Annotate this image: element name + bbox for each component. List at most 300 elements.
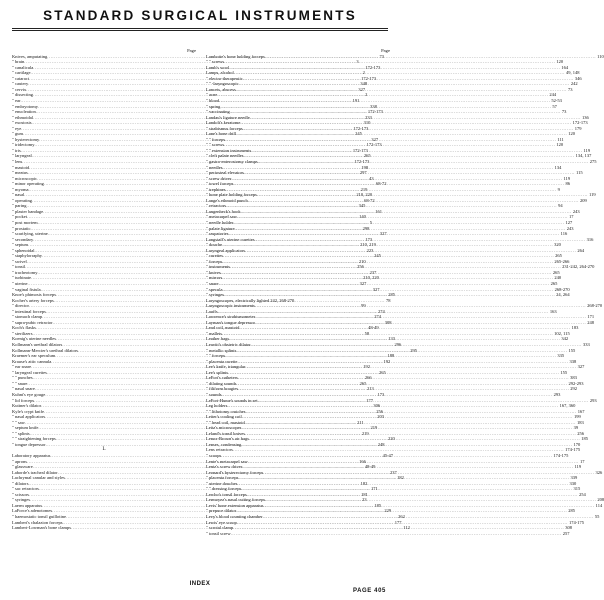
entry-term: " iris: [12, 147, 21, 153]
entry-term: " instruments: [206, 264, 230, 270]
entry-term: " haemostatic tonsil guillotine: [12, 513, 66, 519]
entry-page: 199: [574, 414, 581, 420]
entry-term: " stomach clamp: [12, 314, 43, 320]
entry-page: 114: [595, 502, 603, 508]
entry-term: " septum knife: [12, 425, 39, 431]
entry-page: 110: [597, 53, 604, 59]
entry-term: " " straightening forceps: [12, 436, 56, 442]
entry-page: 333: [583, 342, 590, 348]
entry-page: 231-242, 264-270: [562, 264, 595, 270]
entry-term: Kraemer's ear speculum: [12, 353, 56, 359]
entry-term: " staphylorraphy: [12, 253, 42, 259]
entry-page: 173: [377, 391, 385, 397]
index-entry: [206, 530, 570, 537]
entry-page: 210, 220: [363, 275, 379, 281]
entry-term: " post mortem: [12, 220, 38, 225]
entry-page: 111: [557, 136, 564, 142]
entry-term: Lente's metacarpel saw: [206, 458, 248, 464]
entry-term: Kocher's artery forceps: [12, 297, 54, 303]
entry-page: 172-173: [572, 120, 588, 126]
entry-term: Landau's ligature needle: [206, 114, 250, 120]
entry-page: 48-49: [368, 325, 379, 331]
entry-page: 265: [379, 369, 386, 375]
entry-term: " " -laryngoscopic: [206, 81, 239, 87]
entry-term: " metallic splints: [206, 347, 237, 353]
entry-term: Kuhnt's eye gouge: [12, 391, 46, 397]
entry-page: 140: [359, 214, 366, 220]
entry-term: Koenig's uterine needles: [12, 336, 57, 342]
entry-term: Lead coil, mastoid: [206, 325, 240, 331]
entry-term: Kollmann-Mercier's urethral dilators: [12, 347, 79, 353]
entry-page: 120: [556, 142, 564, 148]
entry-page: 210, 219: [360, 242, 376, 248]
entry-page: 134, 137: [575, 153, 592, 159]
entry-term: " swivel: [12, 258, 27, 264]
entry-term: Lachrymal canular and styles: [12, 475, 65, 481]
entry-page: 185: [374, 502, 382, 508]
entry-term: " forceps: [206, 258, 223, 264]
entry-page: 274: [374, 314, 382, 320]
entry-page: 237: [369, 269, 377, 275]
entry-page: 285: [568, 508, 576, 514]
entry-term: Laborde's tracheal dilator: [12, 469, 58, 475]
entry-term: Krause's attic cannula: [12, 358, 52, 364]
entry-page: 244: [549, 92, 557, 98]
entry-page: 219: [370, 425, 378, 431]
entry-term: " turbinate: [12, 275, 31, 281]
entry-term: Laerm apparatus: [12, 502, 43, 508]
entry-term: Lenox-Brown's air bags: [206, 436, 250, 442]
entry-term: " ear snare: [12, 364, 32, 370]
entry-page: 172-173: [354, 158, 370, 164]
entry-term: " scoops: [206, 452, 222, 458]
entry-page: 174-175: [569, 519, 585, 525]
entry-term: " dilating sounds: [206, 380, 237, 386]
entry-page: 119: [563, 175, 571, 181]
entry-term: " aprons: [12, 458, 27, 464]
entry-page: 320: [554, 242, 561, 248]
entry-term: " placenta curette: [206, 358, 238, 364]
entry-page: 316: [586, 236, 594, 242]
entry-page: 248: [377, 441, 385, 447]
entry-page: 327: [372, 286, 380, 292]
entry-term: " " forceps: [206, 353, 226, 359]
entry-term: " syringes: [206, 292, 224, 298]
entry-term: " " saw: [12, 419, 25, 425]
entry-page: 327: [358, 86, 366, 92]
entry-page: 265: [359, 380, 367, 386]
entry-term: " tonsil screw: [206, 530, 231, 536]
entry-term: Langstaff's uterine curettes: [206, 236, 255, 242]
entry-term: Lenses, condensing: [206, 441, 242, 447]
entry-page: 256: [357, 264, 364, 270]
entry-page: 177: [366, 397, 374, 403]
entry-page: 327: [371, 136, 379, 142]
entry-page: 275: [589, 158, 597, 164]
entry-page: 68-72: [376, 181, 387, 187]
entry-term: " minor operating: [12, 181, 44, 187]
entry-page: 171: [587, 314, 595, 320]
entry-term: " tonsil: [12, 264, 25, 270]
entry-term: Lambert's chalazion forceps: [12, 519, 63, 525]
entry-term: " glassware: [12, 464, 33, 470]
entry-term: " syringes: [12, 497, 30, 503]
entry-page: 2: [365, 92, 368, 98]
entry-page: 191: [352, 97, 360, 103]
entry-term: " placenta forceps: [206, 475, 239, 481]
entry-term: Laboratory apparatus: [12, 452, 51, 458]
entry-page: 339: [570, 475, 578, 481]
entry-page: 243: [572, 208, 580, 214]
entry-page: 292: [570, 386, 578, 392]
entry-page: 210, 220: [356, 192, 373, 198]
entry-term: Laryngeal applicators: [206, 247, 246, 253]
entry-term: " tracheotomy: [12, 269, 38, 275]
entry-term: LaForce's adenotomes: [12, 508, 53, 514]
entry-term: " filiform bougies: [206, 386, 239, 392]
entry-term: " acne: [206, 92, 218, 98]
entry-page: 188: [387, 353, 395, 359]
entry-page: 155: [568, 347, 576, 353]
entry-term: " vaccinating: [206, 109, 230, 115]
entry-term: " operating: [12, 197, 32, 203]
entry-page: 297: [359, 170, 367, 176]
entry-term: Lane's bone drill: [206, 131, 237, 137]
section-letter: L: [102, 447, 106, 453]
entry-term: Lens retractors: [206, 447, 233, 453]
title-rule: [12, 28, 388, 29]
entry-page: 326: [595, 469, 603, 475]
entry-term: " ethmoidal: [12, 114, 33, 120]
entry-page: 17: [580, 458, 585, 464]
entry-page: 57: [552, 103, 557, 109]
entry-page: 167: [577, 408, 585, 414]
entry-term: " " splints: [12, 430, 30, 436]
entry-term: " strabismus forceps: [206, 125, 243, 131]
entry-term: " needles: [206, 164, 223, 170]
entry-term: " meatus: [12, 170, 28, 176]
entry-term: Lee's splints: [206, 369, 229, 375]
entry-term: Lentz's screw driver: [206, 464, 243, 470]
entry-term: Levis' bone extension apparatus: [206, 502, 264, 508]
entry-page: 257: [562, 530, 570, 536]
entry-term: " sounds: [206, 391, 222, 397]
entry-term: " septum: [12, 242, 28, 248]
entry-page: 223: [366, 247, 374, 253]
entry-term: " trephines: [206, 186, 226, 192]
entry-page: 296: [394, 342, 402, 348]
entry-page: 185: [581, 436, 589, 442]
entry-page: 219: [361, 430, 369, 436]
entry-term: Lee's knife, triangular: [206, 364, 246, 370]
entry-term: Leavitt's obstetric dilator: [206, 342, 251, 348]
entry-term: " nasal applicators: [12, 414, 46, 420]
entry-page: 136: [582, 114, 589, 120]
entry-term: " needle holder: [206, 220, 234, 225]
entry-page: 58: [364, 330, 370, 336]
entry-term: " director: [12, 303, 29, 309]
entry-page: 163: [549, 308, 557, 314]
entry-term: " cautery: [12, 81, 29, 87]
entry-term: " iridectomy: [12, 142, 35, 148]
entry-term: Knoe's phimosis forceps: [12, 292, 57, 298]
entry-page: 256: [376, 408, 384, 414]
entry-page: 285: [388, 292, 396, 298]
entry-page: 242: [570, 81, 578, 87]
entry-page: 99: [361, 303, 366, 309]
entry-term: " palate ligature: [206, 225, 235, 231]
entry-term: " cataract: [12, 75, 29, 81]
entry-page: 346: [574, 75, 582, 81]
entry-term: Leiter's cooling coil: [206, 414, 242, 420]
entry-page: 211: [357, 419, 364, 425]
entry-page: 174-175: [553, 452, 569, 458]
dot-leader: [231, 531, 562, 537]
entry-page: 192: [363, 364, 371, 370]
entry-term: " spring: [206, 103, 221, 109]
entry-page: 348: [360, 81, 368, 87]
entry-page: 335: [557, 353, 565, 359]
entry-term: " laryngeal: [12, 153, 32, 159]
entry-page: 198: [361, 164, 369, 170]
entry-term: " snare: [206, 281, 219, 287]
entry-term: " eye: [12, 125, 22, 131]
entry-page: 73: [379, 53, 384, 59]
page-title: STANDARD SURGICAL INSTRUMENTS: [43, 8, 357, 23]
entry-page: 115: [576, 170, 583, 176]
entry-page: 166: [359, 458, 366, 464]
entry-page: 120: [556, 59, 564, 65]
entry-term: " uterine douches: [206, 480, 238, 486]
entry-term: " scarifying, uterine: [12, 231, 48, 237]
entry-term: " tongue depressor: [12, 441, 46, 447]
entry-term: Knives, amputating: [12, 53, 48, 59]
entry-term: Leland's tonsil knives: [206, 430, 246, 436]
entry-page: 133: [388, 336, 395, 342]
entry-term: " " screws: [206, 142, 225, 148]
entry-page: 268-270: [587, 303, 603, 309]
entry-term: " ear: [12, 97, 21, 103]
entry-page: 181: [361, 491, 368, 497]
entry-term: Lambotte's bone holding forceps: [206, 53, 265, 59]
entry-page: 265: [550, 281, 558, 287]
entry-term: Lercho's tonsil forceps: [206, 491, 247, 497]
entry-page: 119: [574, 464, 582, 470]
entry-term: Langenbeck's hook: [206, 208, 241, 214]
entry-page: 17: [569, 214, 574, 220]
entry-page: 243: [566, 225, 574, 231]
entry-page: 308: [565, 525, 573, 531]
entry-page: 2: [362, 70, 365, 76]
entry-page: 155: [560, 369, 568, 375]
entry-term: " secondary: [12, 236, 34, 242]
entry-term: Lange's ethmoid punch: [206, 197, 248, 203]
entry-term: " prostatic: [12, 225, 31, 231]
entry-term: " dilators: [12, 480, 29, 486]
entry-page: 120: [568, 131, 576, 137]
entry-page: 274: [378, 308, 385, 314]
entry-term: " specula: [206, 286, 223, 292]
entry-page: 248: [587, 319, 595, 325]
entry-page: 24, 264: [556, 292, 570, 298]
entry-page: 345: [358, 203, 366, 209]
entry-term: " supra-pubic retractor: [12, 319, 53, 325]
entry-term: " gastro-enterostomy clamps: [206, 158, 258, 164]
entry-page: 174-175: [565, 447, 581, 453]
entry-term: " exostosis: [12, 120, 32, 126]
entry-page: 220: [388, 436, 395, 442]
entry-page: 127: [565, 220, 573, 225]
entry-term: Lermoyez's nasal cutting forceps: [206, 497, 266, 503]
entry-page: 183: [571, 325, 579, 331]
entry-page: 102, 115: [554, 330, 570, 336]
entry-page: 52-53: [551, 97, 562, 103]
entry-term: " metacarpel saw: [206, 214, 237, 220]
entry-page: 119: [589, 192, 596, 198]
entry-term: " curettes: [206, 253, 223, 259]
entry-term: " cervix: [12, 86, 27, 92]
entry-term: Lawrence's strabismometer: [206, 314, 256, 320]
entry-page: 78: [386, 297, 391, 303]
entry-page: 48-49: [364, 464, 376, 470]
entry-page: 240: [554, 275, 562, 281]
entry-term: " " dressing forceps: [206, 486, 242, 492]
entry-term: " nasal: [12, 192, 25, 198]
entry-term: " bone plate holding forceps: [206, 192, 257, 198]
entry-page: 94: [558, 203, 563, 209]
entry-term: " knives: [206, 269, 221, 275]
entry-page: 23: [362, 497, 367, 503]
entry-page: 172-173: [367, 109, 383, 115]
entry-term: " lid forceps: [12, 397, 35, 403]
entry-page: 219: [360, 186, 368, 192]
entry-term: LeFort-Hume's sounds in set: [206, 397, 258, 403]
entry-term: Laryngoscopic instruments: [206, 303, 255, 309]
entry-term: " lens: [12, 158, 23, 164]
entry-page: 310: [363, 120, 371, 126]
entry-page: 177: [394, 519, 402, 525]
entry-page: 183: [577, 419, 584, 425]
entry-term: " scissors: [12, 491, 29, 497]
entry-term: " retractors: [206, 203, 226, 209]
entry-term: " sphenoidal: [12, 247, 35, 253]
entry-page: 213: [367, 386, 374, 392]
entry-page: 342: [561, 336, 569, 342]
entry-term: " mastoid: [12, 164, 30, 170]
entry-page: 295: [410, 347, 417, 353]
entry-page: 254: [579, 491, 586, 497]
entry-page: 49, 148: [565, 70, 580, 76]
entry-term: " douche: [206, 242, 222, 248]
entry-page: 256: [577, 430, 585, 436]
entry-term: Kuttner's dilator: [12, 403, 42, 409]
entry-page: 338: [569, 358, 577, 364]
entry-page: 170: [573, 441, 581, 447]
entry-term: " hysterectomy: [12, 136, 40, 142]
entry-term: " " lithotomy crutches: [206, 408, 246, 414]
entry-page: 293: [553, 391, 561, 397]
entry-page: 233: [365, 114, 372, 120]
entry-page: 167, 360: [559, 403, 576, 409]
entry-term: Lamps, alcohol: [206, 70, 234, 76]
entry-term: " laryngeal curettes: [12, 369, 47, 375]
entry-term: " vaginal fistula: [12, 286, 41, 292]
entry-page: 116: [560, 231, 568, 237]
entry-term: Leonard's hysterectomy forceps: [206, 469, 264, 475]
entry-page: 182: [360, 480, 368, 486]
entry-page: 68-72: [364, 197, 375, 203]
entry-page: 119: [583, 147, 591, 153]
entry-term: LeFort's catheters: [206, 375, 238, 381]
entry-page: 112: [403, 525, 410, 531]
entry-page: 203: [377, 414, 385, 420]
entry-term: " microscopic: [12, 175, 37, 181]
entry-page: 265: [363, 153, 371, 159]
entry-page: 55: [594, 513, 600, 519]
entry-term: " " screws: [206, 59, 225, 65]
entry-term: " sterilizers: [12, 330, 33, 336]
entry-page: 293: [589, 397, 597, 403]
entry-term: Kollmann's urethral dilators: [12, 342, 63, 348]
entry-term: Lamb's wool: [206, 64, 230, 70]
entry-term: " uterine: [12, 281, 28, 287]
entry-term: " mirrors: [206, 275, 223, 281]
entry-page: 45-47: [382, 452, 394, 458]
entry-page: 315: [573, 486, 581, 492]
entry-page: 265: [552, 269, 560, 275]
entry-term: " " punches: [12, 375, 33, 381]
entry-term: " embryotomy: [12, 103, 38, 109]
entry-term: " towel forceps: [206, 181, 234, 187]
entry-term: " scrotal clamp: [206, 525, 234, 531]
entry-term: Kyle's crypt knife: [12, 408, 45, 414]
entry-term: Leather bags: [206, 336, 230, 342]
column-page-label: Page: [187, 48, 196, 53]
entry-term: Layman's tongue depressor: [206, 319, 256, 325]
entry-page: 208: [597, 497, 604, 503]
entry-page: 262: [398, 513, 405, 519]
entry-term: " intestinal forceps: [12, 308, 46, 314]
entry-term: " canalicula: [12, 64, 34, 70]
entry-term: Lewis' eye scoop: [206, 519, 237, 525]
entry-term: Lambert-Lowman's bone clamps: [12, 525, 72, 531]
entry-term: " electro-therapeutic: [206, 75, 243, 81]
entry-page: 3: [356, 59, 359, 65]
entry-term: " screw driver: [206, 175, 232, 181]
entry-term: " enucleation: [12, 109, 36, 115]
entry-page: 172-173: [361, 75, 377, 81]
entry-term: " pocket: [12, 214, 27, 220]
entry-page: 330: [569, 480, 577, 486]
entry-term: Lancets, abscess: [206, 86, 236, 92]
entry-term: " dissecting: [12, 92, 33, 98]
entry-page: 245: [374, 253, 381, 259]
entry-page: 173: [365, 236, 373, 242]
entry-page: 73: [567, 86, 573, 92]
entry-page: 164: [561, 64, 569, 70]
entry-term: Laryngoscopes, electrically lighted 242, 268-270: [206, 297, 295, 303]
entry-page: 172-173: [352, 147, 368, 153]
entry-term: " mallets: [206, 330, 222, 336]
title-rule-secondary: [12, 30, 388, 31]
entry-page: 171: [371, 486, 378, 492]
entry-page: 338: [370, 103, 377, 109]
entry-page: 327: [577, 364, 585, 370]
entry-term: " prepuce dilator: [206, 508, 237, 514]
entry-page: 264: [577, 247, 585, 253]
entry-page: 209: [580, 197, 587, 203]
entry-term: Landolt's keratome: [206, 120, 241, 126]
